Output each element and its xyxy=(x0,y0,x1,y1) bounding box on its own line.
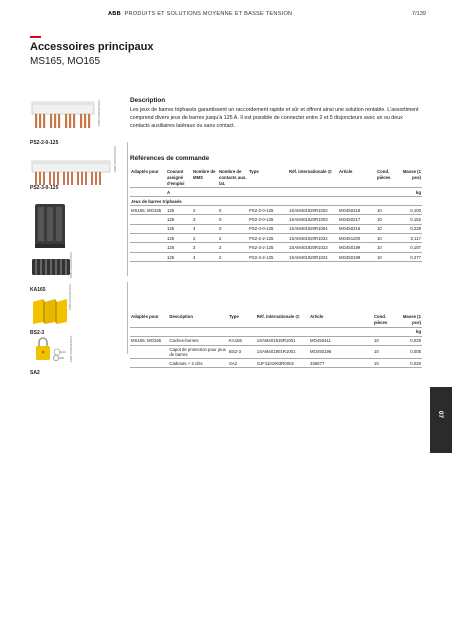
table-cell xyxy=(130,224,166,233)
table-row xyxy=(130,215,422,224)
col-header xyxy=(350,314,373,327)
table-cell: MO451200 xyxy=(338,234,376,243)
table-cell: MO450218 xyxy=(338,205,376,214)
table-cell xyxy=(350,358,373,367)
image-label-ps2-3-0: PS2-3-0-125 xyxy=(30,185,59,191)
brand-name: ABB xyxy=(108,11,121,17)
table-cell: 2 xyxy=(218,243,248,252)
table-cell: 10 xyxy=(373,345,396,358)
table-cell: 335877 xyxy=(309,358,349,367)
col-header: Réf. internationale @ xyxy=(256,314,309,327)
table-cell: 10 xyxy=(376,234,398,243)
table-cell: 125 xyxy=(166,252,192,261)
table-cell: 1SAM401920R1023 xyxy=(288,243,338,252)
table-cell: 0,228 xyxy=(398,224,422,233)
group-row xyxy=(130,197,422,206)
table-cell: MO450199 xyxy=(338,243,376,252)
table-cell xyxy=(130,215,166,224)
table-row xyxy=(130,336,422,345)
table-cell: 4 xyxy=(192,252,218,261)
image-label-ps2-2-0: PS2-2-0-125 xyxy=(30,140,59,146)
terminal-cover-image xyxy=(32,200,70,252)
table-cell: 10 xyxy=(376,205,398,214)
table-cell: MS165, MO165 xyxy=(130,205,166,214)
units-row xyxy=(130,327,422,336)
unit-cell xyxy=(309,327,349,336)
col-header: Article xyxy=(338,169,376,188)
table-cell: 2 xyxy=(192,205,218,214)
image-code: 1SBC100195F0014 xyxy=(68,284,72,311)
image-code: 1SBC100196F0014 xyxy=(69,336,73,363)
image-code: 1SBC100194F0014 xyxy=(69,252,73,279)
table-cell: Capot de protection pour jeux de barres xyxy=(168,345,228,358)
table-row xyxy=(130,234,422,243)
col-header: Cond. pièces xyxy=(373,314,396,327)
table-cell: 3 xyxy=(192,215,218,224)
table-cell: BS2-3 xyxy=(228,345,256,358)
table-cell: Cadenas + 2 clés xyxy=(168,358,228,367)
table-cell xyxy=(350,336,373,345)
table-cell: 3 xyxy=(192,243,218,252)
table-cell xyxy=(130,252,166,261)
table-cell: 4 xyxy=(192,224,218,233)
unit-cell xyxy=(130,327,168,336)
accessories-table xyxy=(130,314,422,368)
unit-cell: A xyxy=(166,188,192,197)
unit-cell: kg xyxy=(398,188,422,197)
description-heading: Description xyxy=(130,97,166,104)
table-cell: 10 xyxy=(376,224,398,233)
col-header: Type xyxy=(228,314,256,327)
table-cell: 0 xyxy=(218,224,248,233)
section-tab-label: 07 xyxy=(437,410,445,419)
col-header: Masse (1 pce) xyxy=(398,169,422,188)
table-row xyxy=(130,252,422,261)
table-cell: PS2-3-0-125 xyxy=(248,215,288,224)
terminal-cover-alt-image xyxy=(30,256,72,280)
image-label-ka165: KA165 xyxy=(30,287,46,293)
table-cell: 125 xyxy=(166,205,192,214)
table-cell: 125 xyxy=(166,234,192,243)
table-cell: 10 xyxy=(376,215,398,224)
col-header: Article xyxy=(309,314,349,327)
unit-cell: kg xyxy=(396,327,422,336)
page-subtitle: MS165, MO165 xyxy=(30,56,101,67)
unit-cell xyxy=(168,327,228,336)
section-tab xyxy=(430,387,452,453)
table-cell: 0,117 xyxy=(398,234,422,243)
table-cell: KA165 xyxy=(228,336,256,345)
units-row xyxy=(130,188,422,197)
table-cell: 1SAM401920R1024 xyxy=(288,252,338,261)
table-row xyxy=(130,358,422,367)
unit-cell xyxy=(373,327,396,336)
table-cell: MO450198 xyxy=(338,252,376,261)
table-row xyxy=(130,345,422,358)
header-title xyxy=(108,11,292,17)
unit-cell xyxy=(248,188,288,197)
unit-cell xyxy=(288,188,338,197)
table-cell: 0 xyxy=(218,215,248,224)
busbar-2pole-image xyxy=(30,98,98,134)
col-header: Cond. pièces xyxy=(376,169,398,188)
col-header: Masse (1 pce) xyxy=(396,314,422,327)
image-code: 1SBC100193F0014 xyxy=(113,146,117,173)
unit-cell xyxy=(256,327,309,336)
table-cell: 125 xyxy=(166,243,192,252)
page-title: Accessoires principaux xyxy=(30,41,154,53)
unit-cell xyxy=(228,327,256,336)
table-cell: 0 xyxy=(218,205,248,214)
table-cell: MO450196 xyxy=(309,345,349,358)
image-label-bs2-3: BS2-3 xyxy=(30,330,45,336)
table-cell: MO450411 xyxy=(309,336,349,345)
unit-cell xyxy=(218,188,248,197)
page-header xyxy=(0,11,452,21)
table-cell: 125 xyxy=(166,224,192,233)
divider xyxy=(127,282,128,354)
table-cell: PS2-2-0-125 xyxy=(248,205,288,214)
table-cell: 1SAM401920R1022 xyxy=(288,234,338,243)
references-heading: Références de commande xyxy=(130,155,210,162)
description-text: Les jeux de barres triphasés garantissent un raccordement rapide et sûr et offrent ainsi une solution rentable. L'assortiment comprend divers jeux de barres jusqu'à 125 A. Il est possible de connecter entre 2 et 5 disjoncteurs avec un ou deux contacts auxiliaires latéraux ou sans contact. xyxy=(130,107,419,129)
table-row xyxy=(130,205,422,214)
unit-cell xyxy=(376,188,398,197)
table-cell: 1SAM401920R1004 xyxy=(288,224,338,233)
col-header: Type xyxy=(248,169,288,188)
table-row xyxy=(130,243,422,252)
table-cell: MO450217 xyxy=(338,215,376,224)
table-cell: 0,005 xyxy=(396,345,422,358)
table-cell: PS2-2-2-125 xyxy=(248,234,288,243)
col-header: Adaptés pour xyxy=(130,314,168,327)
table-cell: PS2-3-2-125 xyxy=(248,243,288,252)
table-cell: GJF1101903R0002 xyxy=(256,358,309,367)
table-cell xyxy=(130,243,166,252)
table-cell: 1SAM401920R1002 xyxy=(288,205,338,214)
table-cell: MO450216 xyxy=(338,224,376,233)
table-cell: 2 xyxy=(218,234,248,243)
table-cell: 0,020 xyxy=(396,358,422,367)
image-code: 1SBC100192F0014 xyxy=(97,100,101,127)
table-cell: 10 xyxy=(376,243,398,252)
table-cell: 10 xyxy=(373,336,396,345)
busbar-table xyxy=(130,169,422,262)
col-header: Nombre de MMS xyxy=(192,169,218,188)
table-cell: 1SAM401901R1001 xyxy=(256,345,309,358)
table-cell: 0,277 xyxy=(398,252,422,261)
table-cell: 0,152 xyxy=(398,215,422,224)
accent-bar xyxy=(30,36,41,38)
col-header: Réf. internationale @ xyxy=(288,169,338,188)
table-cell: MS165, MO165 xyxy=(130,336,168,345)
table-cell: PS2-4-2-125 xyxy=(248,252,288,261)
group-label: Jeux de barres triphasés xyxy=(130,197,422,206)
table-cell: PS2-4-0-125 xyxy=(248,224,288,233)
unit-cell xyxy=(192,188,218,197)
col-header: Courant assigné d'emploi xyxy=(166,169,192,188)
padlock-image xyxy=(30,336,70,364)
header-subtitle: PRODUITS ET SOLUTIONS MOYENNE ET BASSE TENSION xyxy=(124,11,293,17)
table-cell: Caches-bornes xyxy=(168,336,228,345)
unit-cell xyxy=(130,188,166,197)
table-cell: 0,025 xyxy=(396,336,422,345)
divider xyxy=(127,142,128,276)
table-cell: 0,197 xyxy=(398,243,422,252)
table-row xyxy=(130,224,422,233)
unit-cell xyxy=(350,327,373,336)
table-cell: 10 xyxy=(376,252,398,261)
image-label-sa2: SA2 xyxy=(30,370,40,376)
table-cell: 2 xyxy=(192,234,218,243)
table-cell xyxy=(350,345,373,358)
table-cell: 125 xyxy=(166,215,192,224)
table-cell xyxy=(130,345,168,358)
table-cell: 10 xyxy=(373,358,396,367)
table-cell xyxy=(130,234,166,243)
page-number: 7/139 xyxy=(412,11,426,17)
table-cell: SA2 xyxy=(228,358,256,367)
col-header: Description xyxy=(168,314,228,327)
table-cell: 0,100 xyxy=(398,205,422,214)
col-header: Nombre de contacts aux. lat. xyxy=(218,169,248,188)
table-cell: 2 xyxy=(218,252,248,261)
unit-cell xyxy=(338,188,376,197)
table-cell: 1SAM401920R1003 xyxy=(288,215,338,224)
table-cell: 1SAM401915R1001 xyxy=(256,336,309,345)
col-header: Adaptés pour xyxy=(130,169,166,188)
table-cell xyxy=(130,358,168,367)
